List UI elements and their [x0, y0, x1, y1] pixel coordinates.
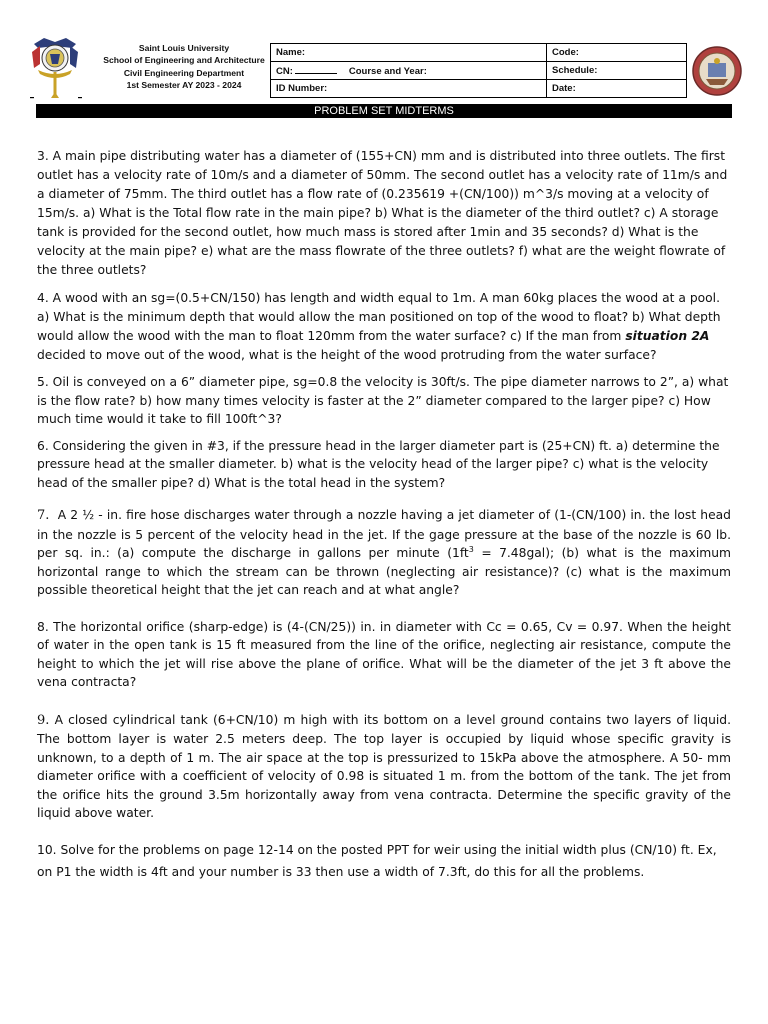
course-label: Course and Year:	[348, 66, 427, 77]
school-name: School of Engineering and Architecture	[103, 55, 265, 66]
problem-4-emphasis: situation 2A	[625, 329, 710, 343]
problem-7-text-b: = 7.48gal); (b) what is the maximum horizontal range to which the stream can be thrown (neglecting air resistance)? (c) what is the maximum possible theoretical height that the jet can reach and at what angle?	[37, 546, 731, 597]
page-marks	[30, 96, 90, 100]
problem-9-text: A closed cylindrical tank (6+CN/10) m high with its bottom on a level ground contains two layers of liquid. The bottom layer is water 2.5 meters deep. The top layer is occupied by liquid whose specific gravity is unknown, to a depth of 1 m. The air space at the top is pressurized to 15kPa above the atmosphere. A 50- mm diameter orifice with a coefficient of velocity of 0.98 is situated 1 m. from the bottom of the tank. The jet from the orifice hits the ground 3.5m horizontally away from vena contracta. Determine the specific gravity of the liquid above water.	[37, 712, 731, 820]
problem-8: 8. The horizontal orifice (sharp-edge) is (4-(CN/25)) in. in diameter with Cc = 0.65, Cv = 0.97. When the height of water in the open tank is 15 ft measured from the line of the orifice, neglecting air resistance, compute the height to which the jet will rise above the plane of orifice. What will be the diameter of the jet 3 ft above the vena contracta?	[37, 619, 731, 689]
problem-7-text-a: A 2 ½ - in. fire hose discharges water through a nozzle having a jet diameter of (1-(CN/100) in. the lost head in the nozzle is 5 percent of the velocity head in the jet. If the gage pressure at the base of the nozzle is 60 lb. per sq. in.: (a) compute the discharge in gallons per minute (1ft	[37, 508, 731, 560]
problem-7-superscript: 3	[468, 544, 474, 554]
date-label: Date:	[552, 83, 576, 94]
problem-7	[37, 506, 731, 600]
id-number-label: ID Number:	[276, 83, 328, 94]
problem-7-number: 7.	[37, 508, 50, 523]
problem-4-text-b: decided to move out of the wood, what is the height of the wood protruding from the water surface?	[37, 348, 657, 362]
student-info-table	[270, 43, 687, 98]
problem-9-number: 9.	[37, 712, 50, 728]
id-number-field[interactable]	[271, 80, 547, 98]
department-seal-logo	[692, 43, 742, 99]
code-field[interactable]	[547, 44, 687, 62]
problem-3: 3. A main pipe distributing water has a diameter of (155+CN) mm and is distributed into three outlets. The first outlet has a velocity rate of 10m/s and a diameter of 50mm. The second outlet has a velocity rate of 11m/s and a diameter of 75mm. The third outlet has a flow rate of (0.235619 +(CN/100)) m^3/s moving at a velocity of 15m/s. a) What is the Total flow rate in the main pipe? b) What is the diameter of the third outlet? c) A storage tank is provided for the second outlet, how much mass is stored after 1min and 35 seconds? d) What is the velocity at the main pipe? e) what are the mass flowrate of the three outlets? f) what are the weight flowrate of the three outlets?	[37, 149, 728, 277]
university-name: Saint Louis University	[138, 43, 230, 53]
schedule-field[interactable]	[547, 62, 687, 80]
date-field[interactable]	[547, 80, 687, 98]
semester-label: 1st Semester AY 2023 - 2024	[126, 79, 242, 90]
department-name: Civil Engineering Department	[123, 67, 245, 78]
name-label: Name:	[276, 47, 306, 58]
code-label: Code:	[552, 47, 579, 58]
schedule-label: Schedule:	[552, 65, 598, 76]
problem-10: 10. Solve for the problems on page 12-14 on the posted PPT for weir using the initial width plus (CN/10) ft. Ex, on P1 the width is 4ft and your number is 33 then use a width of 7.3ft, do this for all the problems.	[37, 842, 717, 879]
title-banner: PROBLEM SET MIDTERMS	[36, 104, 732, 118]
problem-5: 5. Oil is conveyed on a 6” diameter pipe, sg=0.8 the velocity is 30ft/s. The pipe diameter narrows to 2”, a) what is the flow rate? b) how many times velocity is faster at the 2” diameter compared to the larger pipe? c) How much time would it take to fill 100ft^3?	[37, 375, 729, 426]
school-header	[84, 42, 284, 91]
problem-4-text-a: 4. A wood with an sg=(0.5+CN/150) has length and width equal to 1m. A man 60kg places the wood at a pool. a) What is the minimum depth that would allow the man positioned on top of the wood to float? b) What depth would allow the wood with the man to float 120mm from the water surface? c) If the man from	[37, 291, 721, 343]
cn-course-field[interactable]	[271, 62, 547, 80]
university-seal-logo	[30, 34, 80, 100]
cn-label: CN:	[276, 66, 293, 77]
name-field[interactable]	[271, 44, 547, 62]
cn-blank[interactable]	[295, 64, 337, 74]
problem-6: 6. Considering the given in #3, if the pressure head in the larger diameter part is (25+CN) ft. a) determine the pressure head at the smaller diameter. b) what is the velocity head of the larger pipe? c) what is the velocity head of the smaller pipe? d) What is the total head in the system?	[37, 438, 720, 490]
problem-4	[37, 289, 731, 365]
problem-list	[37, 147, 731, 883]
problem-9	[37, 711, 731, 823]
